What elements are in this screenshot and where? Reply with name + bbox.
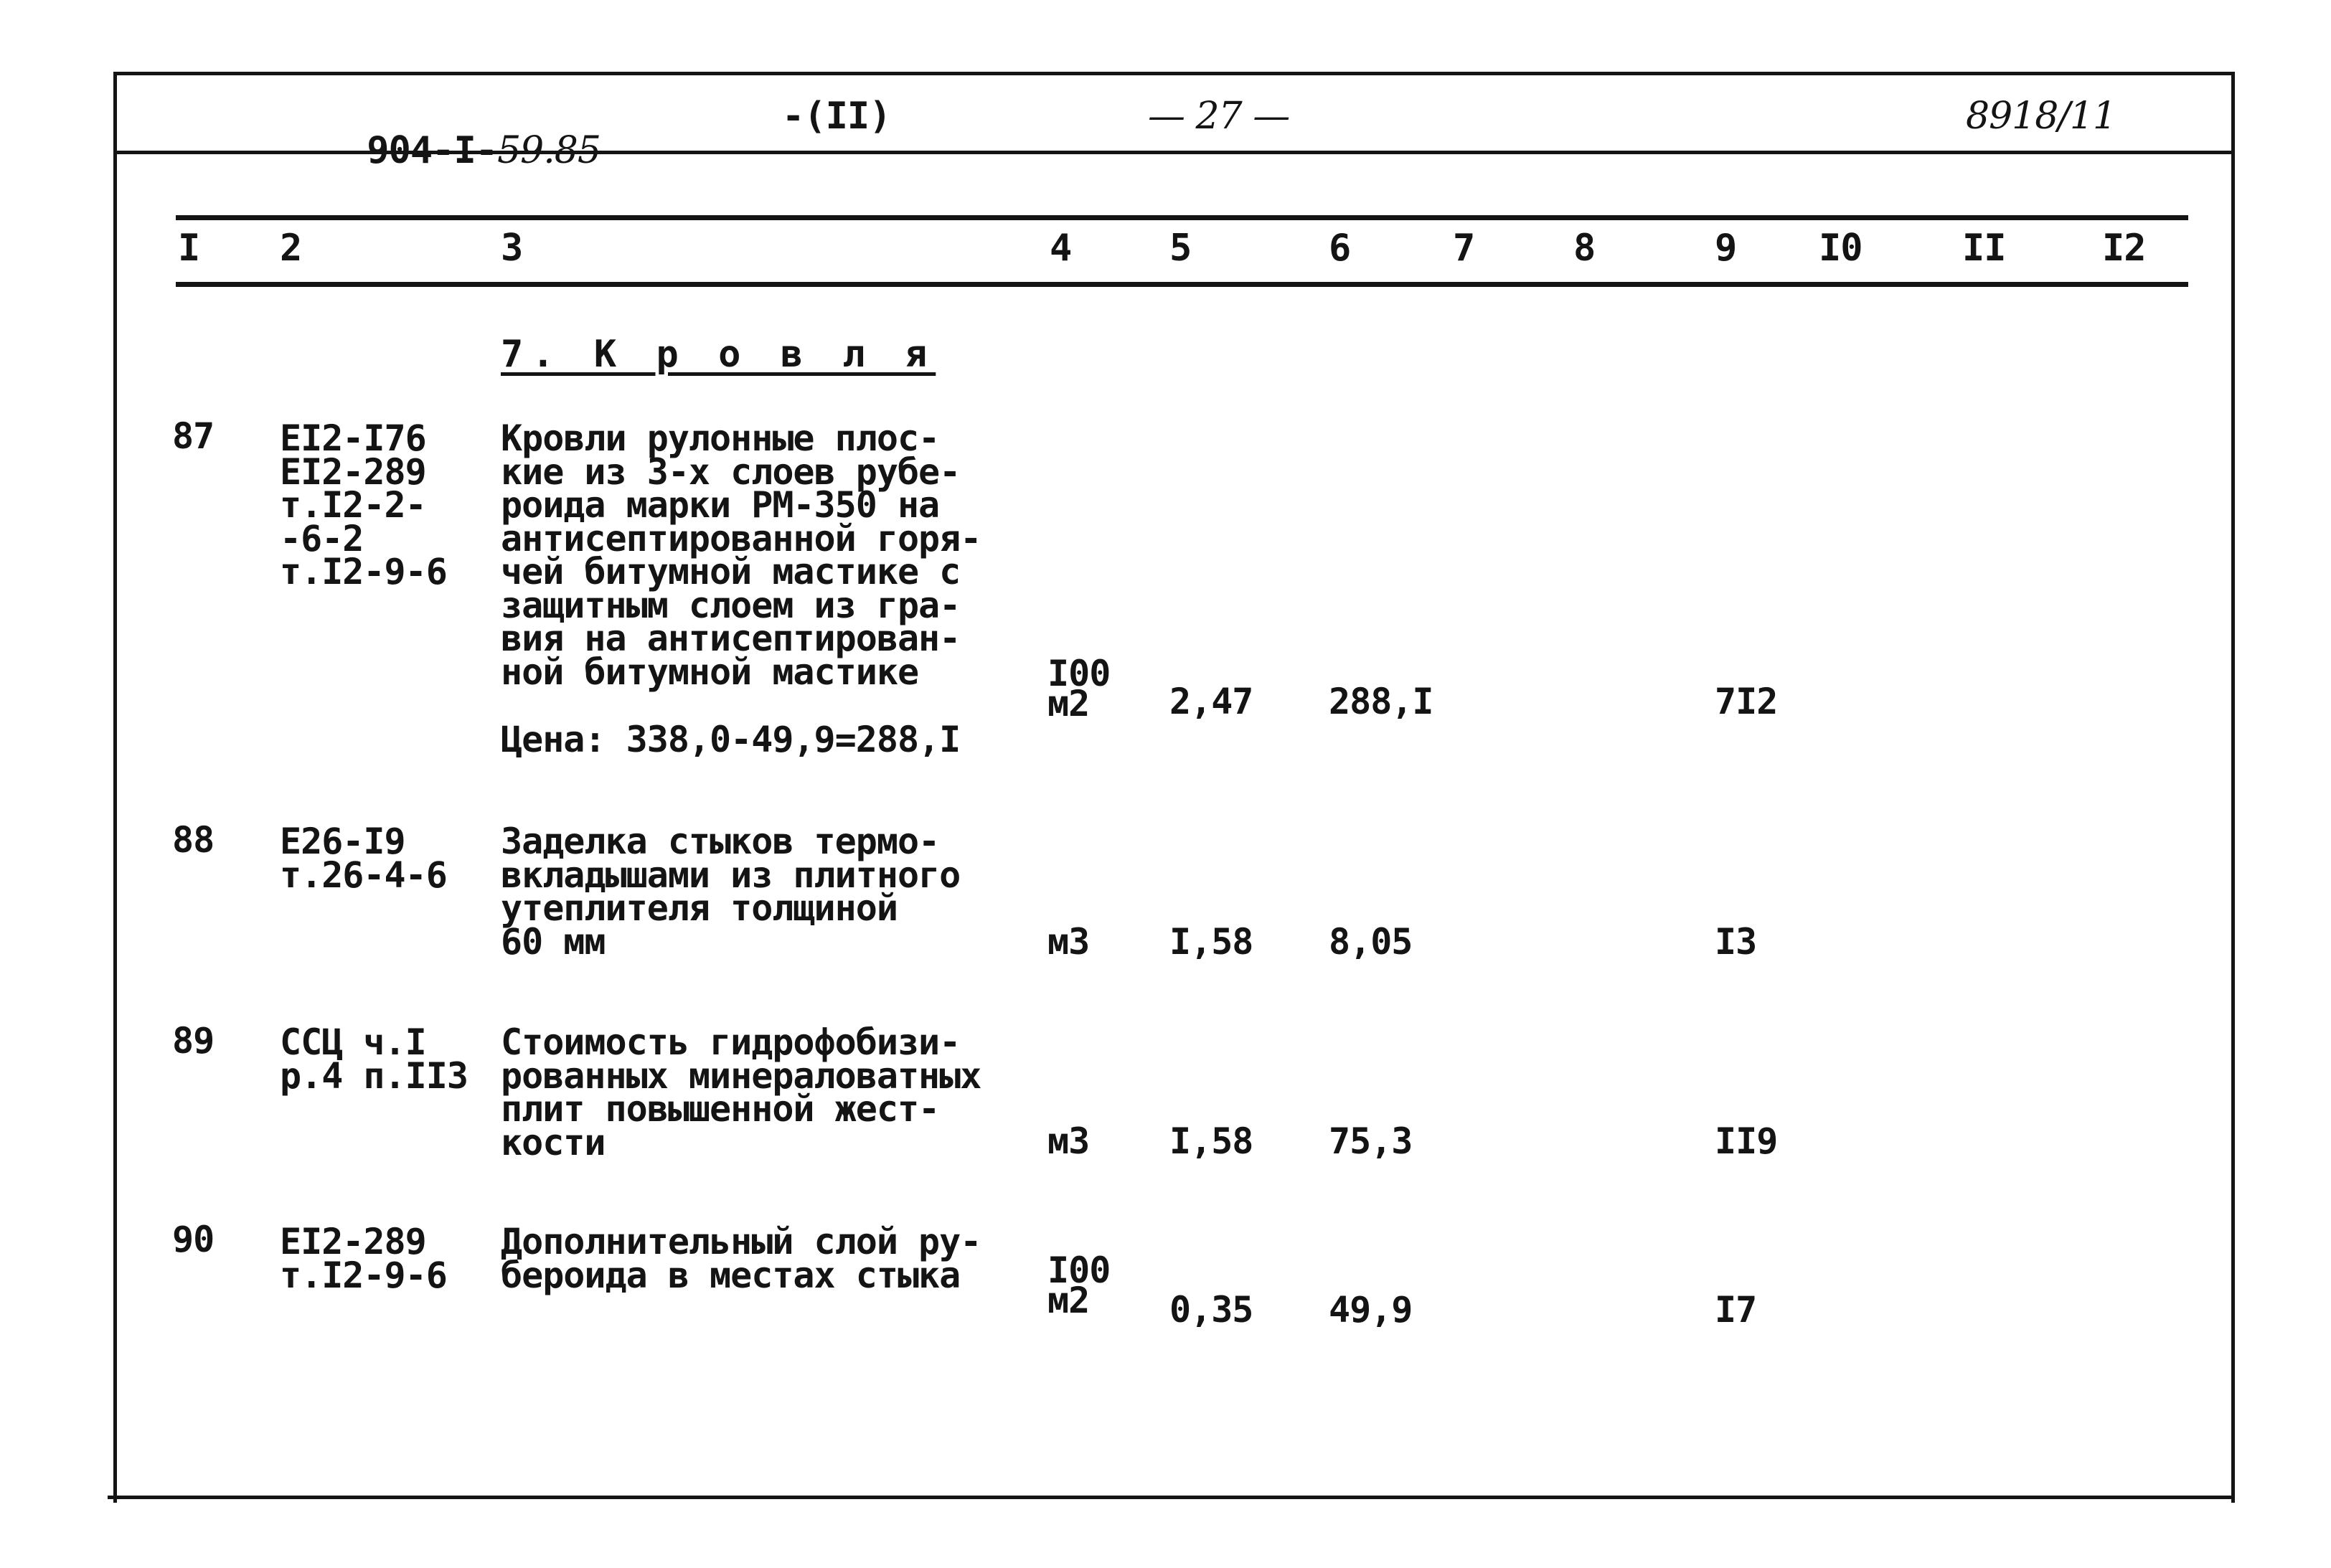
column-header-1: I	[178, 227, 200, 270]
column-header-3: 3	[501, 227, 523, 270]
row-total: I7	[1715, 1289, 1757, 1331]
row-quantity: I,58	[1169, 1120, 1253, 1162]
row-unit: I00 м2	[1047, 1250, 1111, 1321]
row-number: 87	[172, 415, 215, 457]
column-header-6: 6	[1329, 227, 1351, 270]
column-header-10: I0	[1819, 227, 1863, 270]
row-description: Заделка стыков термо- вкладышами из плитного утеплителя толщиной 60 мм	[501, 821, 961, 963]
document-code-handwritten: 59.85	[497, 129, 601, 172]
part-number: -(II)	[782, 95, 891, 138]
frame-bottom-line	[108, 1496, 2235, 1499]
row-total: I3	[1715, 921, 1757, 963]
column-header-2: 2	[280, 227, 302, 270]
row-unit: м3	[1047, 921, 1090, 963]
row-price: 8,05	[1329, 921, 1413, 963]
row-number: 88	[172, 819, 215, 861]
row-unit: м3	[1047, 1120, 1090, 1162]
row-note: Цена: 338,0-49,9=288,I	[501, 719, 961, 760]
table-header-top-line	[176, 215, 2188, 220]
row-number: 89	[172, 1020, 215, 1062]
inventory-number: 8918/11	[1966, 95, 2116, 138]
row-code: ССЦ ч.I р.4 п.II3	[280, 1021, 468, 1097]
row-description: Стоимость гидрофобизи- рованных минераловатных плит повышенной жест- кости	[501, 1021, 981, 1163]
row-total: II9	[1715, 1120, 1778, 1162]
row-price: 49,9	[1329, 1289, 1413, 1331]
row-total: 7I2	[1715, 681, 1778, 722]
row-code: EI2-289 т.I2-9-6	[280, 1221, 447, 1296]
row-quantity: 2,47	[1169, 681, 1253, 722]
row-price: 75,3	[1329, 1120, 1413, 1162]
frame-left-line	[113, 72, 117, 1503]
column-header-11: II	[1962, 227, 2006, 270]
row-description: Кровли рулонные плос- кие из 3-х слоев рубе- роида марки РМ-350 на антисептированной горя- чей битумной мастике с защитным слоем из гра- вия на антисептирован- ной битумной мастике	[501, 417, 981, 693]
row-unit: I00 м2	[1047, 653, 1111, 724]
table-header-bottom-line	[176, 282, 2188, 287]
row-number: 90	[172, 1219, 215, 1260]
column-header-7: 7	[1453, 227, 1475, 270]
column-header-5: 5	[1169, 227, 1192, 270]
row-description: Дополнительный слой ру- бероида в местах стыка	[501, 1221, 981, 1296]
row-quantity: 0,35	[1169, 1289, 1253, 1331]
row-price: 288,I	[1329, 681, 1433, 722]
column-header-9: 9	[1715, 227, 1737, 270]
document-code	[280, 99, 601, 202]
section-title: 7. К р о в л я	[501, 333, 936, 376]
column-header-4: 4	[1050, 227, 1072, 270]
document-code-printed: 904-I-	[367, 129, 498, 172]
page-number: — 27 —	[1148, 95, 1290, 138]
row-code: EI2-I76 EI2-289 т.I2-2- -6-2 т.I2-9-6	[280, 417, 447, 592]
row-code: E26-I9 т.26-4-6	[280, 821, 447, 896]
column-header-12: I2	[2102, 227, 2146, 270]
row-quantity: I,58	[1169, 921, 1253, 963]
column-header-8: 8	[1573, 227, 1596, 270]
frame-top-line	[115, 72, 2235, 75]
frame-right-line	[2231, 72, 2235, 1503]
